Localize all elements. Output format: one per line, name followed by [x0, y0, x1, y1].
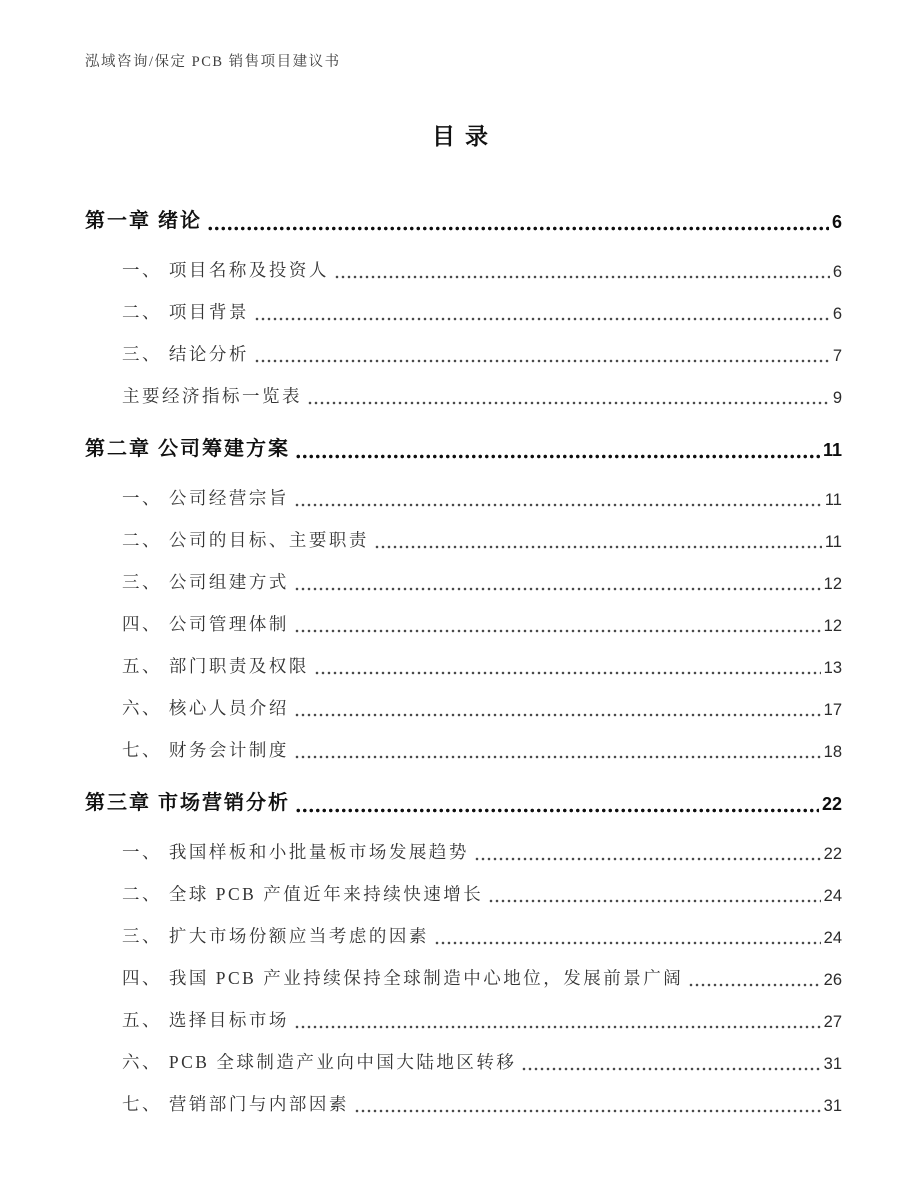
toc-entry-page: 22	[821, 794, 842, 814]
toc-entry-page: 11	[824, 491, 842, 509]
toc-entry-label: 第一章 绪论	[85, 210, 202, 232]
toc-item[interactable]	[85, 332, 842, 374]
toc-entry-label: 三、 结论分析	[122, 344, 249, 364]
dot-leader	[474, 856, 821, 862]
toc-entry-label: 七、 营销部门与内部因素	[122, 1094, 349, 1114]
toc-entry-label: 六、 核心人员介绍	[122, 698, 289, 718]
toc-entry-label: 三、 扩大市场份额应当考虑的因素	[122, 926, 429, 946]
dot-leader	[294, 712, 821, 718]
dot-leader	[254, 316, 830, 322]
toc-entry-page: 11	[824, 533, 842, 551]
toc-item[interactable]	[85, 1040, 842, 1082]
toc-entry-page: 17	[823, 701, 842, 719]
toc-entry-label: 一、 公司经营宗旨	[122, 488, 289, 508]
toc-item[interactable]	[85, 728, 842, 770]
toc-entry-page: 11	[822, 440, 842, 460]
toc-item[interactable]	[85, 476, 842, 518]
toc-entry-label: 二、 项目背景	[122, 302, 249, 322]
toc-entry-label: 一、 项目名称及投资人	[122, 260, 329, 280]
page-title: 目录	[432, 124, 498, 149]
dot-leader	[334, 274, 830, 280]
dot-leader	[307, 400, 830, 406]
toc-entry-label: 第二章 公司筹建方案	[85, 438, 290, 460]
toc-entry-page: 24	[823, 887, 842, 905]
toc-entry-page: 6	[832, 305, 842, 323]
toc-entry-label: 第三章 市场营销分析	[85, 792, 290, 814]
toc-entry-label: 二、 公司的目标、主要职责	[122, 530, 369, 550]
toc-entry-label: 三、 公司组建方式	[122, 572, 289, 592]
toc-item[interactable]	[85, 686, 842, 728]
toc-chapter-1[interactable]	[85, 199, 842, 239]
toc-entry-label: 一、 我国样板和小批量板市场发展趋势	[122, 842, 469, 862]
dot-leader	[688, 982, 820, 988]
toc-item[interactable]	[85, 248, 842, 290]
toc-item[interactable]	[85, 956, 842, 998]
dot-leader	[294, 754, 821, 760]
toc-entry-page: 12	[823, 617, 842, 635]
toc-entry-label: 主要经济指标一览表	[122, 386, 302, 406]
toc-item[interactable]	[85, 518, 842, 560]
toc-item[interactable]	[85, 290, 842, 332]
toc-entry-label: 五、 选择目标市场	[122, 1010, 289, 1030]
dot-leader	[521, 1066, 820, 1072]
document-header-text: 泓域咨询/保定 PCB 销售项目建议书	[85, 54, 341, 70]
toc-entry-label: 六、 PCB 全球制造产业向中国大陆地区转移	[122, 1052, 517, 1072]
toc-entry-page: 22	[823, 845, 842, 863]
toc-item[interactable]	[85, 872, 842, 914]
dot-leader	[374, 544, 822, 550]
dot-leader	[294, 628, 821, 634]
toc-chapter-2[interactable]	[85, 427, 842, 467]
dot-leader	[354, 1108, 821, 1114]
dot-leader	[295, 807, 819, 814]
dot-leader	[295, 453, 820, 460]
toc-entry-label: 四、 我国 PCB 产业持续保持全球制造中心地位，发展前景广阔	[122, 968, 684, 988]
toc-item[interactable]	[85, 560, 842, 602]
dot-leader	[488, 898, 820, 904]
dot-leader	[294, 586, 821, 592]
toc-entry-page: 12	[823, 575, 842, 593]
toc-chapter-3[interactable]	[85, 781, 842, 821]
toc-entry-label: 二、 全球 PCB 产值近年来持续快速增长	[122, 884, 484, 904]
toc-entry-page: 9	[832, 389, 842, 407]
toc-entry-page: 13	[823, 659, 842, 677]
toc-entry-page: 31	[823, 1055, 842, 1073]
toc-item[interactable]	[85, 1082, 842, 1124]
toc-entry-label: 四、 公司管理体制	[122, 614, 289, 634]
toc-entry-page: 31	[823, 1097, 842, 1115]
toc-item[interactable]	[85, 914, 842, 956]
toc-entry-page: 6	[832, 263, 842, 281]
toc-entry-page: 26	[823, 971, 842, 989]
table-of-contents	[85, 188, 842, 1124]
dot-leader	[254, 358, 830, 364]
toc-item[interactable]	[85, 830, 842, 872]
toc-entry-page: 6	[831, 212, 842, 232]
dot-leader	[294, 502, 822, 508]
toc-item[interactable]	[85, 602, 842, 644]
dot-leader	[314, 670, 821, 676]
toc-entry-page: 18	[823, 743, 842, 761]
toc-item[interactable]	[85, 374, 842, 416]
toc-entry-label: 五、 部门职责及权限	[122, 656, 309, 676]
dot-leader	[434, 940, 821, 946]
toc-item[interactable]	[85, 644, 842, 686]
toc-item[interactable]	[85, 998, 842, 1040]
toc-entry-page: 7	[832, 347, 842, 365]
toc-entry-page: 27	[823, 1013, 842, 1031]
dot-leader	[294, 1024, 821, 1030]
toc-entry-page: 24	[823, 929, 842, 947]
dot-leader	[207, 225, 829, 232]
toc-entry-label: 七、 财务会计制度	[122, 740, 289, 760]
